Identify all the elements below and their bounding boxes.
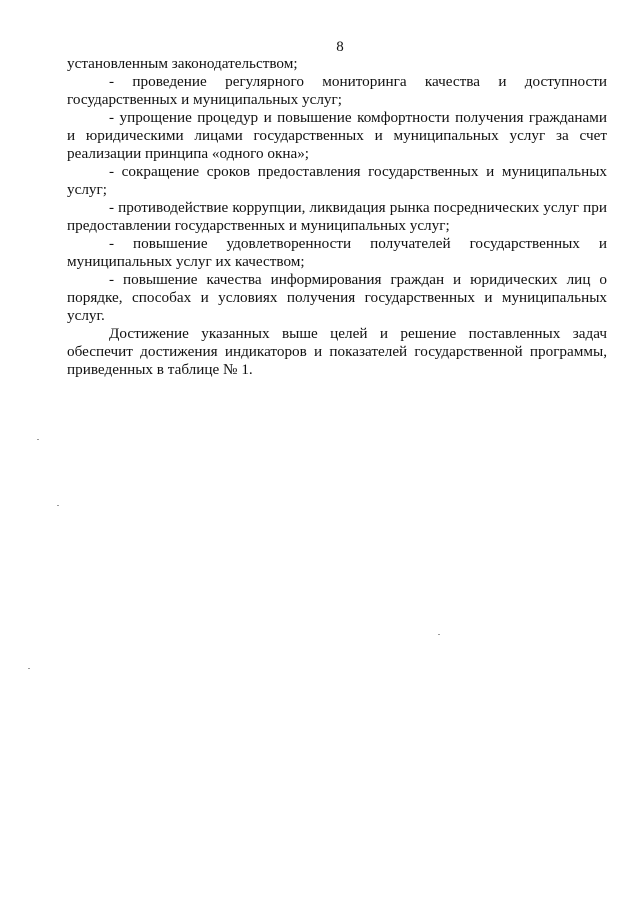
paragraph-continuation: установленным законодательством; xyxy=(67,55,298,72)
scan-artifact xyxy=(438,634,440,635)
list-item-satisfaction: - повышение удовлетворенности получателей государственных и муниципальных услуг их качеством; xyxy=(67,235,607,270)
list-item-monitoring: - проведение регулярного мониторинга качества и доступности государственных и муниципальных услуг; xyxy=(67,73,607,108)
paragraph-conclusion: Достижение указанных выше целей и решение поставленных задач обеспечит достижения индикаторов и показателей государственной программы, приведенных в таблице № 1. xyxy=(67,325,607,378)
scan-artifact xyxy=(57,505,59,506)
list-item-reduce-terms: - сокращение сроков предоставления государственных и муниципальных услуг; xyxy=(67,163,607,198)
list-item-anti-corruption: - противодействие коррупции, ликвидация рынка посреднических услуг при предоставлении государственных и муниципальных услуг; xyxy=(67,199,607,234)
list-item-informing: - повышение качества информирования граждан и юридических лиц о порядке, способах и условиях получения государственных и муниципальных услуг. xyxy=(67,271,607,324)
list-item-one-window: - упрощение процедур и повышение комфортности получения гражданами и юридическими лицами государственных и муниципальных услуг за счет реализации принципа «одного окна»; xyxy=(67,109,607,162)
scan-artifact xyxy=(28,668,30,669)
page-number: 8 xyxy=(336,39,344,55)
body-text xyxy=(67,55,607,379)
scan-artifact xyxy=(37,439,39,440)
